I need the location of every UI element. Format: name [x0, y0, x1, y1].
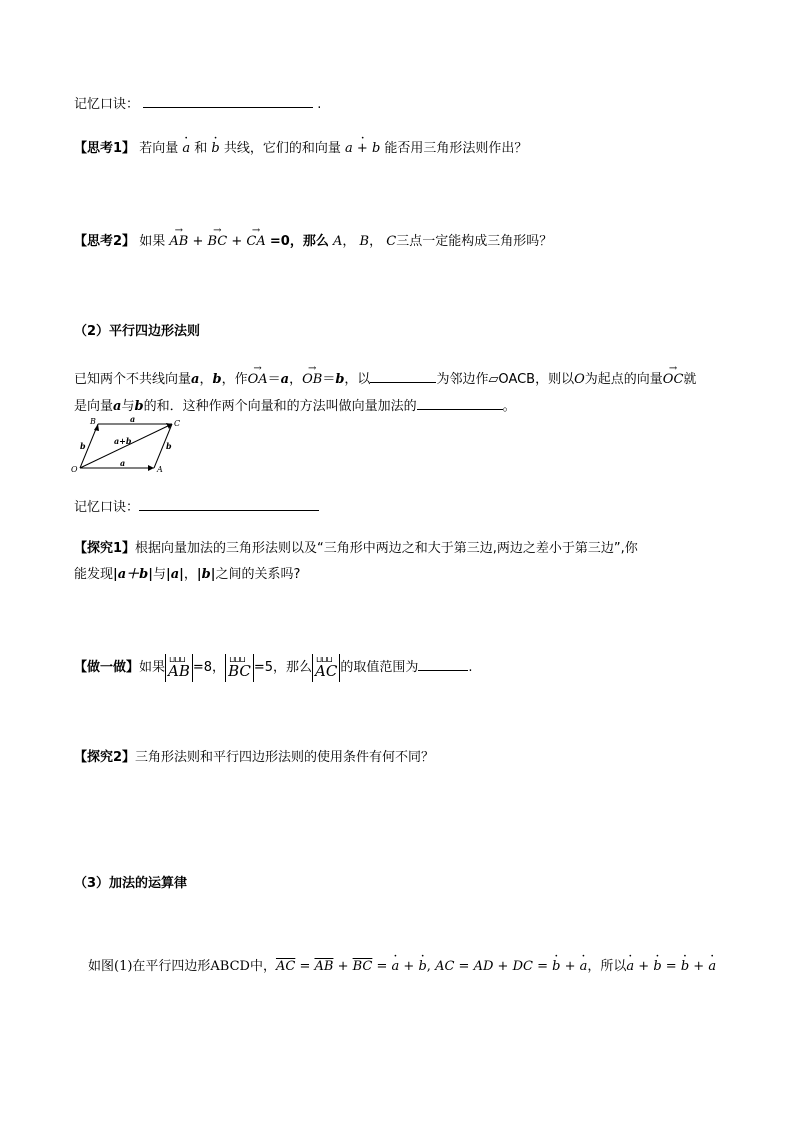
plus: +: [231, 234, 243, 249]
vector-ac: $\overline{AC}$: [275, 959, 296, 974]
text: 如果: [139, 234, 166, 249]
plus: +: [689, 959, 709, 974]
think-1: [74, 140, 527, 158]
text: 为起点的向量: [584, 372, 663, 387]
try-it: [74, 651, 472, 685]
vector-b: · b: [211, 140, 219, 158]
abs-a-plus-b: |a＋b|: [113, 567, 153, 582]
explore-2-tag: 【探究2】: [74, 750, 136, 765]
label-a: A: [157, 465, 163, 474]
think-2-tag: 【思考2】: [74, 234, 136, 249]
vector-a: a: [113, 399, 122, 414]
text: 与: [121, 399, 135, 414]
text: 能发现: [74, 567, 114, 582]
comma: ，: [199, 372, 213, 387]
explore-1-tag: 【探究1】: [74, 541, 136, 556]
vector-ab: $\overline{AB}$: [314, 959, 334, 974]
text: 共线，它们的和向量: [223, 141, 341, 156]
vector-bc: BC: [228, 661, 251, 680]
text: 若向量: [139, 141, 179, 156]
equals: =: [454, 959, 474, 974]
label-a-plus-b: a+b: [114, 436, 132, 446]
vector-b: · b: [653, 958, 661, 976]
vector-ac: AC: [435, 959, 455, 974]
comma: ，: [369, 234, 383, 249]
memory-label: 记忆口诀：: [74, 500, 140, 515]
text: 为邻边作▱OACB，则以: [436, 372, 575, 387]
arrowhead-a: [148, 465, 154, 471]
think-2: [74, 233, 552, 251]
period: .: [317, 97, 322, 112]
equals: ＝: [267, 372, 281, 387]
vector-sum: · a + b: [345, 140, 380, 158]
text: 能否用三角形法则作出？: [384, 141, 528, 156]
think-1-tag: 【思考1】: [74, 141, 136, 156]
example-line: [88, 958, 716, 976]
memory-line-2: [74, 498, 319, 517]
memory-blank[interactable]: [143, 95, 313, 108]
text: 根据向量加法的三角形法则以及“三角形中两边之和大于第三边,两边之差小于第三边”,你: [135, 541, 638, 556]
label-b: B: [90, 417, 96, 426]
period: .: [468, 660, 473, 675]
vector-oc: → OC: [663, 371, 684, 389]
text: 之间的关系吗?: [215, 567, 301, 582]
text: =5，那么: [253, 660, 313, 675]
text: =0，那么: [269, 234, 329, 249]
text: 已知两个不共线向量: [74, 372, 192, 387]
text: 是向量: [74, 399, 114, 414]
equals: ＝: [322, 372, 336, 387]
diagonal-oc: [80, 424, 172, 468]
blank-rule-name[interactable]: [417, 397, 503, 410]
vector-a: · a: [580, 958, 588, 976]
equals: =: [661, 959, 681, 974]
section-title-2: （2）平行四边形法则: [74, 324, 201, 339]
comma: ，: [342, 234, 356, 249]
vector-ad: AD: [473, 959, 494, 974]
label-a-bottom: a: [120, 458, 126, 468]
para-line-1: [74, 370, 696, 389]
text: 的取值范围为: [340, 660, 419, 675]
equals: =: [372, 959, 392, 974]
vector-ca: → CA: [246, 233, 265, 251]
memory-label: 记忆口诀：: [74, 97, 140, 112]
vector-b: b: [212, 372, 222, 387]
vector-b: · b: [681, 958, 689, 976]
text: 如图(1)在平行四边形ABCD中，: [88, 959, 276, 974]
equals: =: [532, 959, 553, 974]
plus: +: [333, 959, 353, 974]
equals: =: [295, 959, 315, 974]
abs-vector-bc: ⊔⊔⊔ BC: [225, 654, 254, 682]
memory-line-1: [74, 95, 321, 114]
vector-a: · a: [626, 958, 634, 976]
plus: +: [560, 959, 580, 974]
vector-a: · a: [392, 958, 400, 976]
plus: +: [493, 959, 513, 974]
text: 与: [153, 567, 167, 582]
plus: +: [399, 959, 419, 974]
label-c: C: [174, 419, 181, 428]
text: =8，: [192, 660, 226, 675]
label-b-left: b: [80, 441, 86, 451]
range-blank[interactable]: [418, 658, 468, 671]
try-it-tag: 【做一做】: [74, 660, 140, 675]
comma: ，: [183, 567, 197, 582]
text: 。: [502, 399, 516, 414]
text: ，作: [221, 372, 248, 387]
text: 和: [194, 141, 208, 156]
label-b-right: b: [166, 441, 172, 451]
vector-ab: → AB: [169, 233, 188, 251]
vector-a: · a: [182, 140, 190, 158]
explore-1-line-1: [74, 540, 638, 558]
blank-sides[interactable]: [370, 370, 436, 383]
text: ，所以: [587, 959, 627, 974]
vector-b: b: [134, 399, 144, 414]
vector-oa: → OA: [248, 371, 268, 389]
point-o: O: [574, 372, 585, 387]
comma: ，: [289, 372, 303, 387]
explore-2: [74, 749, 434, 767]
vector-ac: AC: [315, 661, 338, 680]
vector-bc: → BC: [207, 233, 227, 251]
parallelogram-figure: [70, 414, 190, 476]
memory-blank[interactable]: [139, 498, 319, 511]
plus: +: [192, 234, 204, 249]
abs-a: |a|: [166, 567, 184, 582]
label-a-top: a: [130, 414, 136, 424]
vector-ab: AB: [168, 661, 190, 680]
label-o: O: [71, 465, 78, 474]
vector-b: b: [335, 372, 345, 387]
point-c: C: [386, 234, 397, 249]
vector-b: · b: [552, 958, 560, 976]
point-b: B: [359, 234, 370, 249]
abs-vector-ab: ⊔⊔⊔ AB: [165, 654, 193, 682]
vector-b: · b: [418, 958, 426, 976]
vector-ob: → OB: [302, 371, 322, 389]
vector-a: a: [280, 372, 290, 387]
vector-a: a: [191, 372, 200, 387]
vector-dc: DC: [512, 959, 533, 974]
text: 就: [683, 372, 697, 387]
section-title-3: （3）加法的运算律: [74, 876, 188, 891]
plus: +: [634, 959, 654, 974]
explore-1-line-2: [74, 566, 300, 584]
point-a: A: [333, 234, 343, 249]
text: 三点一定能构成三角形吗？: [396, 234, 553, 249]
text: ，以: [344, 372, 371, 387]
comma: ,: [426, 959, 436, 974]
vector-bc: $\overline{BC}$: [352, 959, 373, 974]
text: 如果: [139, 660, 166, 675]
vector-a: · a: [708, 958, 716, 976]
text: 三角形法则和平行四边形法则的使用条件有何不同？: [135, 750, 435, 765]
abs-b: |b|: [196, 567, 216, 582]
abs-vector-ac: ⊔⊔⊔ AC: [312, 654, 340, 682]
text: 的和．这种作两个向量和的方法叫做向量加法的: [143, 399, 417, 414]
